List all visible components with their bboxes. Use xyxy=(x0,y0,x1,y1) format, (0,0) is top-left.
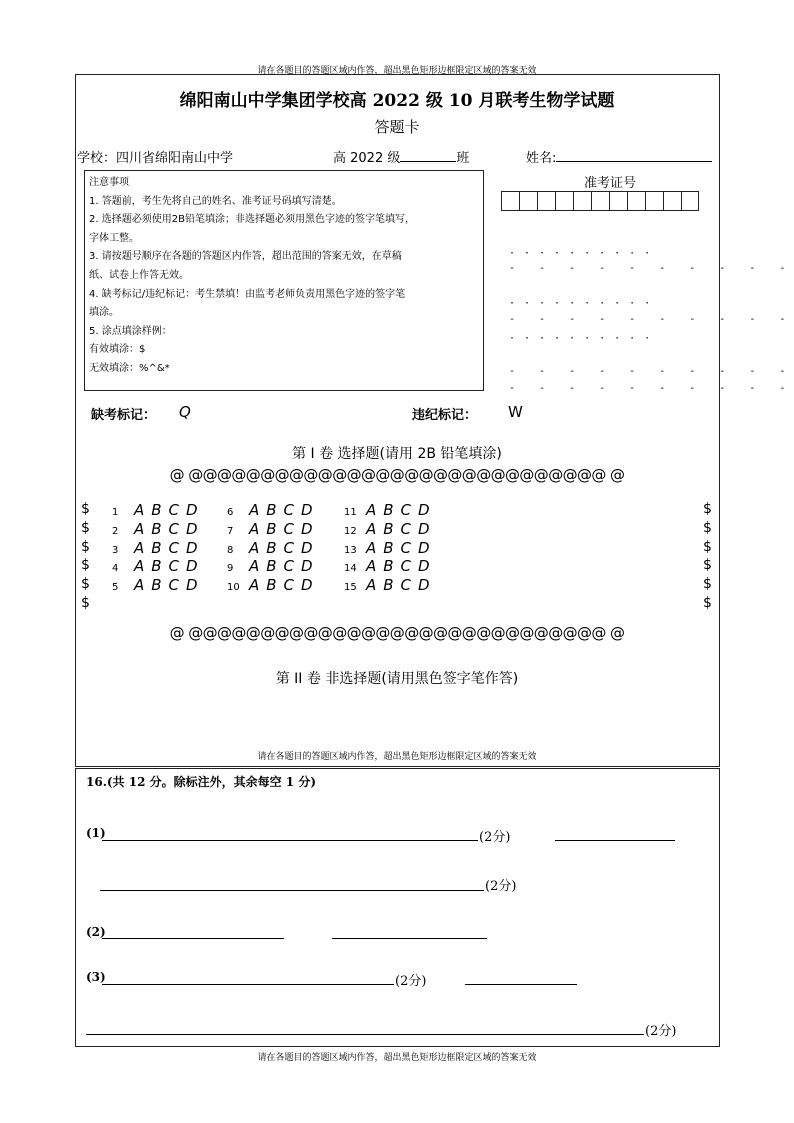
notice-box xyxy=(84,170,484,391)
answer-line[interactable] xyxy=(102,938,284,939)
left-timing-marks: $ $ $ $ $ $ xyxy=(81,501,90,611)
absent-mark-label: 缺考标记： xyxy=(91,408,157,423)
mid-warning: 请在各题目的答题区域内作答，超出黑色矩形边框限定区域的答案无效 xyxy=(257,752,537,762)
choice-column-1 xyxy=(112,500,205,594)
timing-marks-bottom: @ @@@@@@@@@@@@@@@@@@@@@@@@@@@@@ @ xyxy=(169,624,625,642)
absent-mark-box[interactable]: Q xyxy=(179,403,191,421)
grade-field xyxy=(333,147,469,166)
bottom-warning: 请在各题目的答题区域内作答，超出黑色矩形边框限定区域的答案无效 xyxy=(257,1053,537,1063)
choice-row[interactable]: 10 ABCD xyxy=(227,576,320,595)
score-note: (2分) xyxy=(395,974,427,989)
choice-row[interactable]: 3 ABCD xyxy=(112,538,205,557)
choice-row[interactable]: 4 ABCD xyxy=(112,557,205,576)
name-input[interactable] xyxy=(556,147,712,162)
exam-id-cells[interactable] xyxy=(501,191,699,211)
violation-mark-box[interactable]: W xyxy=(508,403,523,421)
question-16-heading: 16.(共 12 分。除标注外，其余每空 1 分) xyxy=(86,775,316,789)
exam-id-dot-row[interactable]: - - - - - - - - - - xyxy=(509,314,794,325)
section2-title: 第 II 卷 非选择题(请用黑色签字笔作答) xyxy=(275,671,519,687)
question-16-box xyxy=(75,768,720,1047)
name-label: 姓名: xyxy=(526,151,557,166)
choice-row[interactable]: 13 ABCD xyxy=(344,538,437,557)
choice-column-3 xyxy=(344,500,437,594)
right-timing-marks: $ $ $ $ $ $ xyxy=(703,501,712,611)
valid-fill-example: 有效填涂：$ xyxy=(89,344,146,356)
choice-row[interactable]: 15 ABCD xyxy=(344,576,437,595)
score-note: (2分) xyxy=(485,879,517,894)
name-field xyxy=(526,147,712,166)
exam-id-dot-row[interactable]: ·········· xyxy=(509,298,660,309)
school-label: 学校：四川省绵阳南山中学 xyxy=(77,151,234,166)
exam-id-label: 准考证号 xyxy=(583,176,636,191)
choice-row[interactable]: 7 ABCD xyxy=(227,519,320,538)
grade-label: 高 2022 级 xyxy=(333,151,401,166)
notice-heading: 注意事项 xyxy=(89,177,129,188)
notice-item: 纸、试卷上作答无效。 xyxy=(89,269,189,281)
class-input[interactable] xyxy=(400,147,456,162)
notice-item: 2. 选择题必须使用2B铅笔填涂；非选择题必须用黑色字迹的签字笔填写， xyxy=(89,214,415,226)
page-subtitle: 答题卡 xyxy=(374,118,420,136)
choice-column-2 xyxy=(227,500,320,594)
exam-id-dot-row[interactable]: - - - - - - - - - - xyxy=(509,263,794,274)
notice-item: 5. 涂点填涂样例： xyxy=(89,325,172,337)
part-2-label: (2) xyxy=(86,925,106,939)
answer-line[interactable] xyxy=(86,1034,644,1035)
choice-row[interactable]: 6 ABCD xyxy=(227,501,320,519)
answer-line[interactable] xyxy=(100,890,484,891)
exam-id-dot-row[interactable]: ·········· xyxy=(509,333,660,344)
choice-row[interactable]: 11 ABCD xyxy=(344,501,437,519)
notice-item: 4. 缺考标记/违纪标记：考生禁填！由监考老师负责用黑色字迹的签字笔 xyxy=(89,288,406,300)
answer-line[interactable] xyxy=(465,984,577,985)
choice-row[interactable]: 9 ABCD xyxy=(227,557,320,576)
section1-title: 第 I 卷 选择题(请用 2B 铅笔填涂) xyxy=(292,446,502,462)
notice-item: 1. 答题前，考生先将自己的姓名、准考证号码填写清楚。 xyxy=(89,195,342,207)
answer-line[interactable] xyxy=(102,984,394,985)
notice-item: 3. 请按题号顺序在各题的答题区内作答，超出范围的答案无效，在草稿 xyxy=(89,251,402,263)
answer-line[interactable] xyxy=(102,840,478,841)
choice-row[interactable]: 2 ABCD xyxy=(112,519,205,538)
part-1-label: (1) xyxy=(86,826,106,840)
top-warning: 请在各题目的答题区域内作答，超出黑色矩形边框限定区域的答案无效 xyxy=(257,66,537,76)
answer-line[interactable] xyxy=(332,938,487,939)
choice-row[interactable]: 8 ABCD xyxy=(227,538,320,557)
choice-row[interactable]: 5 ABCD xyxy=(112,576,205,595)
invalid-fill-example: 无效填涂：%^&* xyxy=(89,362,170,374)
exam-id-dot-row[interactable]: - - - - - - - - - - xyxy=(509,366,794,377)
choice-row[interactable]: 12 ABCD xyxy=(344,519,437,538)
answer-line[interactable] xyxy=(555,840,675,841)
part-3-label: (3) xyxy=(86,970,106,984)
choice-row[interactable]: 14 ABCD xyxy=(344,557,437,576)
violation-mark-label: 违纪标记： xyxy=(412,408,478,423)
score-note: (2分) xyxy=(645,1024,677,1039)
exam-id-dot-row[interactable]: - - - - - - - - - - xyxy=(509,383,794,394)
page-title: 绵阳南山中学集团学校高 2022 级 10 月联考生物学试题 xyxy=(179,91,615,111)
notice-item: 字体工整。 xyxy=(89,232,139,244)
timing-marks-top: @ @@@@@@@@@@@@@@@@@@@@@@@@@@@@@ @ xyxy=(169,466,625,484)
notice-item: 填涂。 xyxy=(89,307,119,319)
choice-row[interactable]: 1 ABCD xyxy=(112,501,205,519)
exam-id-dot-row[interactable]: ·········· xyxy=(509,248,660,259)
score-note: (2分) xyxy=(479,830,511,845)
class-suffix: 班 xyxy=(456,151,470,166)
